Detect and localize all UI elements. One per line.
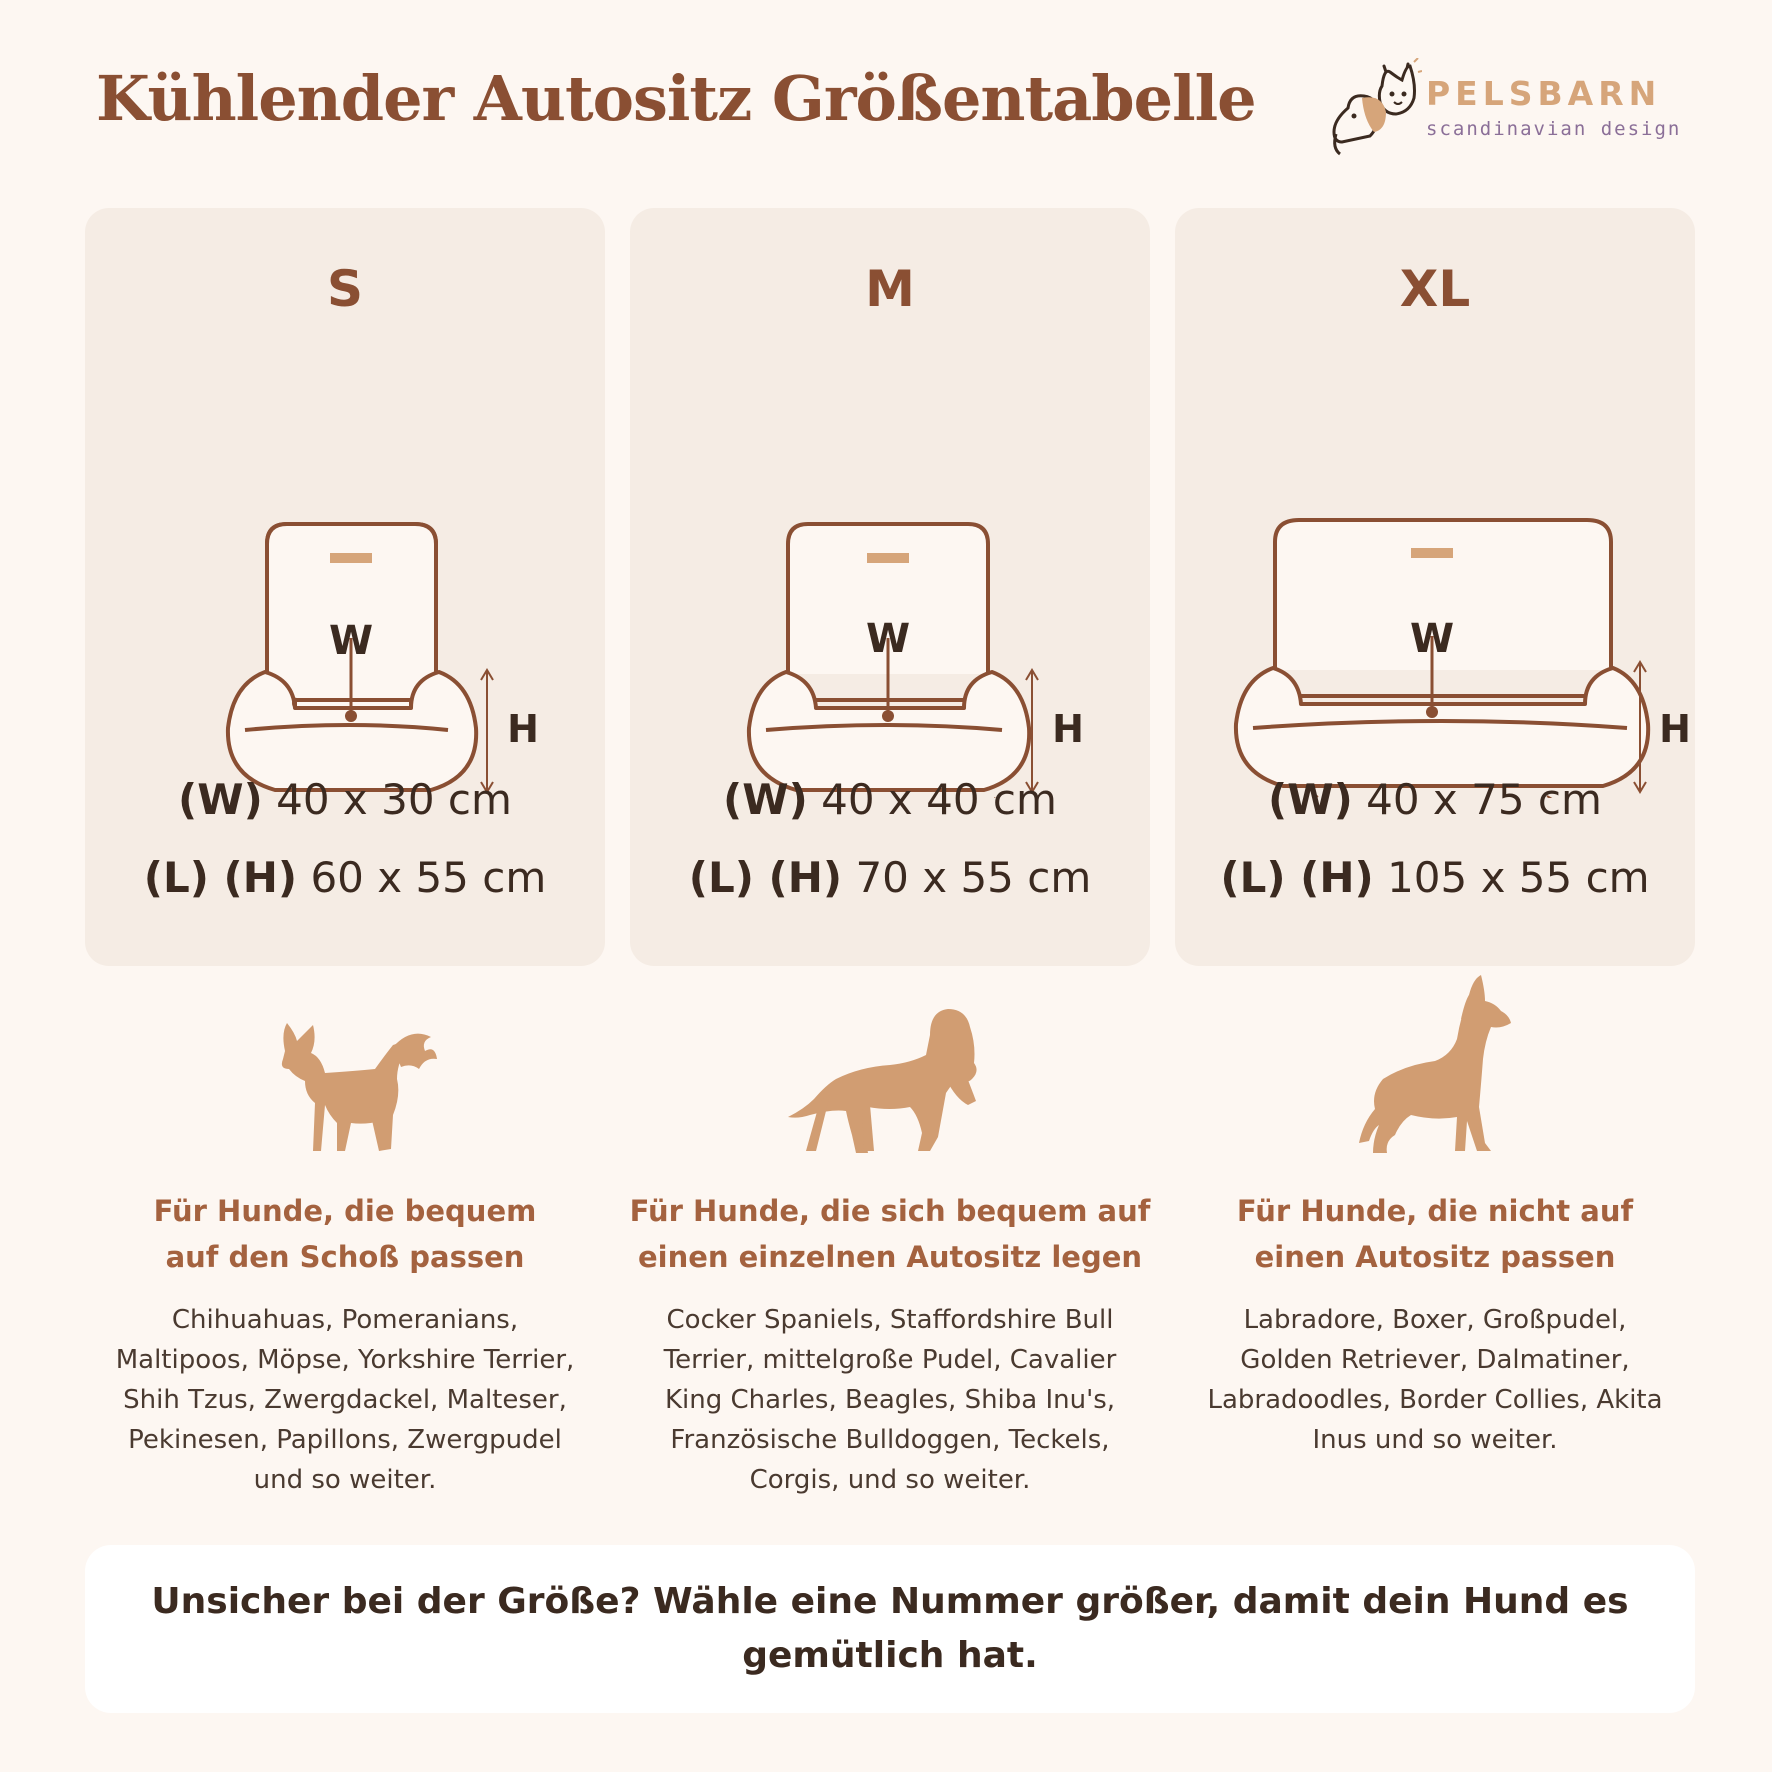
page-title: Kühlender Autositz Größentabelle bbox=[96, 62, 1256, 135]
size-card-m bbox=[630, 208, 1150, 966]
length-height-prefix: (L) (H) bbox=[688, 853, 843, 902]
breed-line: Chihuahuas, Pomeranians, bbox=[171, 1305, 519, 1335]
heading-line: Für Hunde, die bequem bbox=[153, 1194, 537, 1228]
breed-line: Terrier, mittelgroße Pudel, Cavalier bbox=[663, 1345, 1117, 1375]
diagram-w-label: W bbox=[328, 618, 374, 664]
breed-line: Inus und so weiter. bbox=[1312, 1425, 1558, 1455]
breed-line: und so weiter. bbox=[253, 1465, 437, 1495]
size-advice-note bbox=[85, 1545, 1695, 1713]
length-height-dimension bbox=[630, 853, 1150, 902]
size-label: S bbox=[326, 260, 363, 318]
car-seat-diagram-xl bbox=[1175, 358, 1695, 798]
diagram-h-label: H bbox=[1659, 707, 1691, 751]
length-height-prefix: (L) (H) bbox=[143, 853, 298, 902]
breed-line: Pekinesen, Papillons, Zwergpudel bbox=[128, 1425, 562, 1455]
width-value: 40 x 30 cm bbox=[276, 775, 512, 824]
breed-line: Labradoodles, Border Collies, Akita bbox=[1207, 1385, 1663, 1415]
heading-line: auf den Schoß passen bbox=[165, 1240, 525, 1274]
size-s-breeds bbox=[85, 1300, 605, 1500]
length-height-prefix: (L) (H) bbox=[1220, 853, 1374, 902]
breed-line: Labradore, Boxer, Großpudel, bbox=[1243, 1305, 1627, 1335]
diagram-h-label: H bbox=[507, 707, 539, 751]
note-line: gemütlich hat. bbox=[742, 1635, 1038, 1676]
width-value: 40 x 40 cm bbox=[821, 775, 1057, 824]
width-prefix: (W) bbox=[178, 775, 263, 824]
heading-line: Für Hunde, die sich bequem auf bbox=[629, 1194, 1151, 1228]
breed-line: Corgis, und so weiter. bbox=[749, 1465, 1031, 1495]
chihuahua-silhouette-icon bbox=[225, 975, 465, 1175]
size-label: XL bbox=[1399, 260, 1471, 318]
size-xl-breeds bbox=[1175, 1300, 1695, 1460]
size-m-heading bbox=[620, 1188, 1160, 1280]
heading-line: Für Hunde, die nicht auf bbox=[1236, 1194, 1634, 1228]
size-s-heading bbox=[75, 1188, 615, 1280]
note-line: Unsicher bei der Größe? Wähle eine Nummer größer, damit dein Hund es bbox=[151, 1581, 1629, 1622]
width-dimension bbox=[85, 775, 605, 824]
breed-line: Cocker Spaniels, Staffordshire Bull bbox=[666, 1305, 1114, 1335]
width-dimension bbox=[1175, 775, 1695, 824]
breed-line: Maltipoos, Möpse, Yorkshire Terrier, bbox=[115, 1345, 575, 1375]
length-height-value: 60 x 55 cm bbox=[310, 853, 547, 902]
size-xl-heading bbox=[1165, 1188, 1705, 1280]
size-card-xl bbox=[1175, 208, 1695, 966]
width-dimension bbox=[630, 775, 1150, 824]
logo-tagline: scandinavian design bbox=[1426, 118, 1682, 140]
brand-logo bbox=[1326, 58, 1686, 158]
length-height-value: 70 x 55 cm bbox=[855, 853, 1092, 902]
breed-line: King Charles, Beagles, Shiba Inu's, bbox=[664, 1385, 1116, 1415]
size-label: M bbox=[865, 260, 915, 318]
breed-line: Golden Retriever, Dalmatiner, bbox=[1240, 1345, 1630, 1375]
heading-line: einen einzelnen Autositz legen bbox=[637, 1240, 1143, 1274]
logo-brand-name: PELSBARN bbox=[1426, 74, 1662, 113]
breed-line: Französische Bulldoggen, Teckels, bbox=[670, 1425, 1110, 1455]
heading-line: einen Autositz passen bbox=[1254, 1240, 1616, 1274]
width-prefix: (W) bbox=[723, 775, 808, 824]
dog-cat-logo-icon bbox=[1326, 58, 1422, 158]
diagram-h-label: H bbox=[1052, 707, 1084, 751]
car-seat-diagram-m bbox=[630, 358, 1150, 798]
breed-line: Shih Tzus, Zwergdackel, Malteser, bbox=[123, 1385, 567, 1415]
diagram-w-label: W bbox=[865, 616, 911, 662]
size-card-s bbox=[85, 208, 605, 966]
shepherd-silhouette-icon bbox=[1315, 975, 1555, 1175]
size-advice-text bbox=[135, 1575, 1645, 1683]
size-m-breeds bbox=[630, 1300, 1150, 1500]
length-height-dimension bbox=[85, 853, 605, 902]
spaniel-silhouette-icon bbox=[770, 975, 1010, 1175]
width-prefix: (W) bbox=[1268, 775, 1353, 824]
width-value: 40 x 75 cm bbox=[1366, 775, 1602, 824]
length-height-dimension bbox=[1175, 853, 1695, 902]
car-seat-diagram-s bbox=[85, 358, 605, 798]
length-height-value: 105 x 55 cm bbox=[1387, 853, 1650, 902]
diagram-w-label: W bbox=[1409, 616, 1455, 662]
